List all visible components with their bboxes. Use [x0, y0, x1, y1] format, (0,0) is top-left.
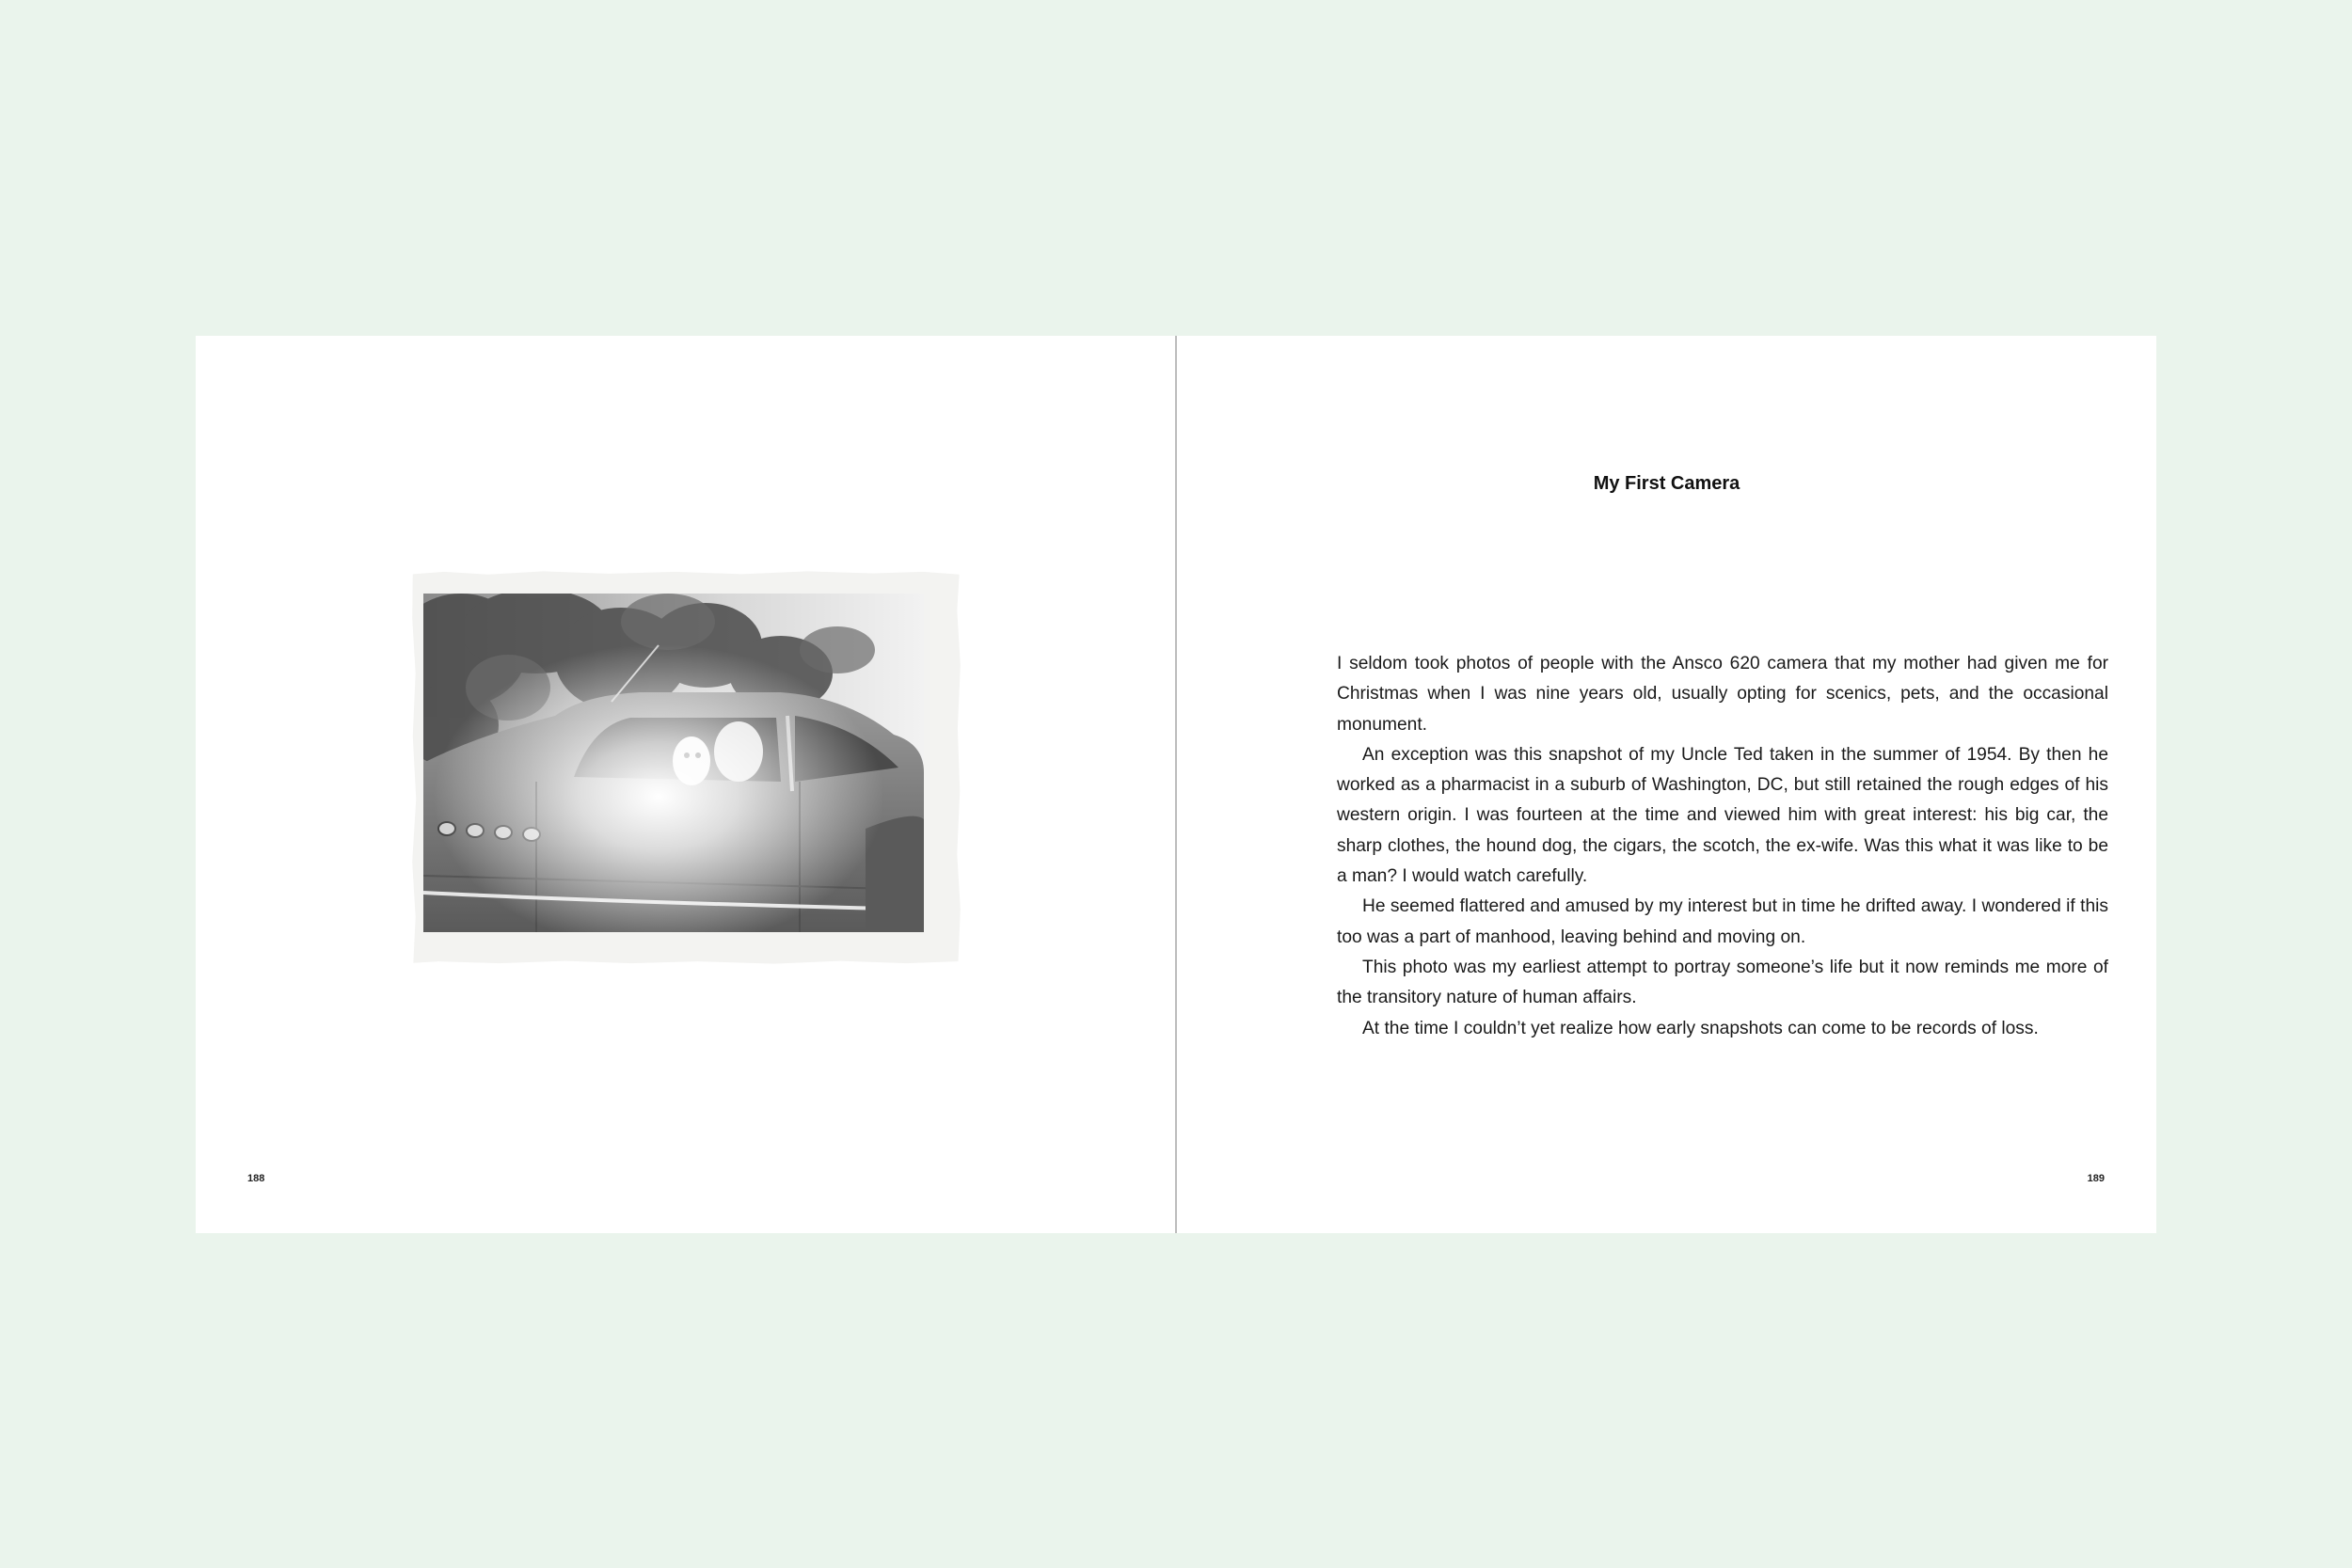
left-page [196, 336, 1175, 1233]
right-page [1177, 336, 2156, 1233]
page-number-right: 189 [2087, 1173, 2105, 1184]
paragraph: He seemed flattered and amused by my interest but in time he drifted away. I wondered if this too was a part of manhood, leaving behind and moving on. [1337, 896, 2108, 947]
paragraph: An exception was this snapshot of my Uncle Ted taken in the summer of 1954. By then he worked as a pharmacist in a suburb of Washington, DC, but still retained the rough edges of his western origin. I was fourteen at the time and viewed him with great interest: his big car, the sharp clothes, the hound dog, the cigars, the scotch, the ex-wife. Was this what it was like to be a man? I would watch carefully. [1337, 744, 2108, 887]
paragraph: This photo was my earliest attempt to portray someone’s life but it now reminds me more of the transitory nature of human affairs. [1337, 957, 2108, 1008]
car-photo [423, 594, 924, 932]
paragraph: At the time I couldn’t yet realize how early snapshots can come to be records of loss. [1362, 1018, 2039, 1038]
snapshot-print [411, 571, 961, 964]
body-text [1337, 649, 2108, 1044]
chapter-title: My First Camera [1593, 473, 1740, 494]
book-spread [196, 336, 2156, 1233]
paragraph: I seldom took photos of people with the Ansco 620 camera that my mother had given me for Christmas when I was nine years old, usually opting for scenics, pets, and the occasional monument. [1337, 654, 2108, 735]
page-number-left: 188 [247, 1173, 265, 1184]
